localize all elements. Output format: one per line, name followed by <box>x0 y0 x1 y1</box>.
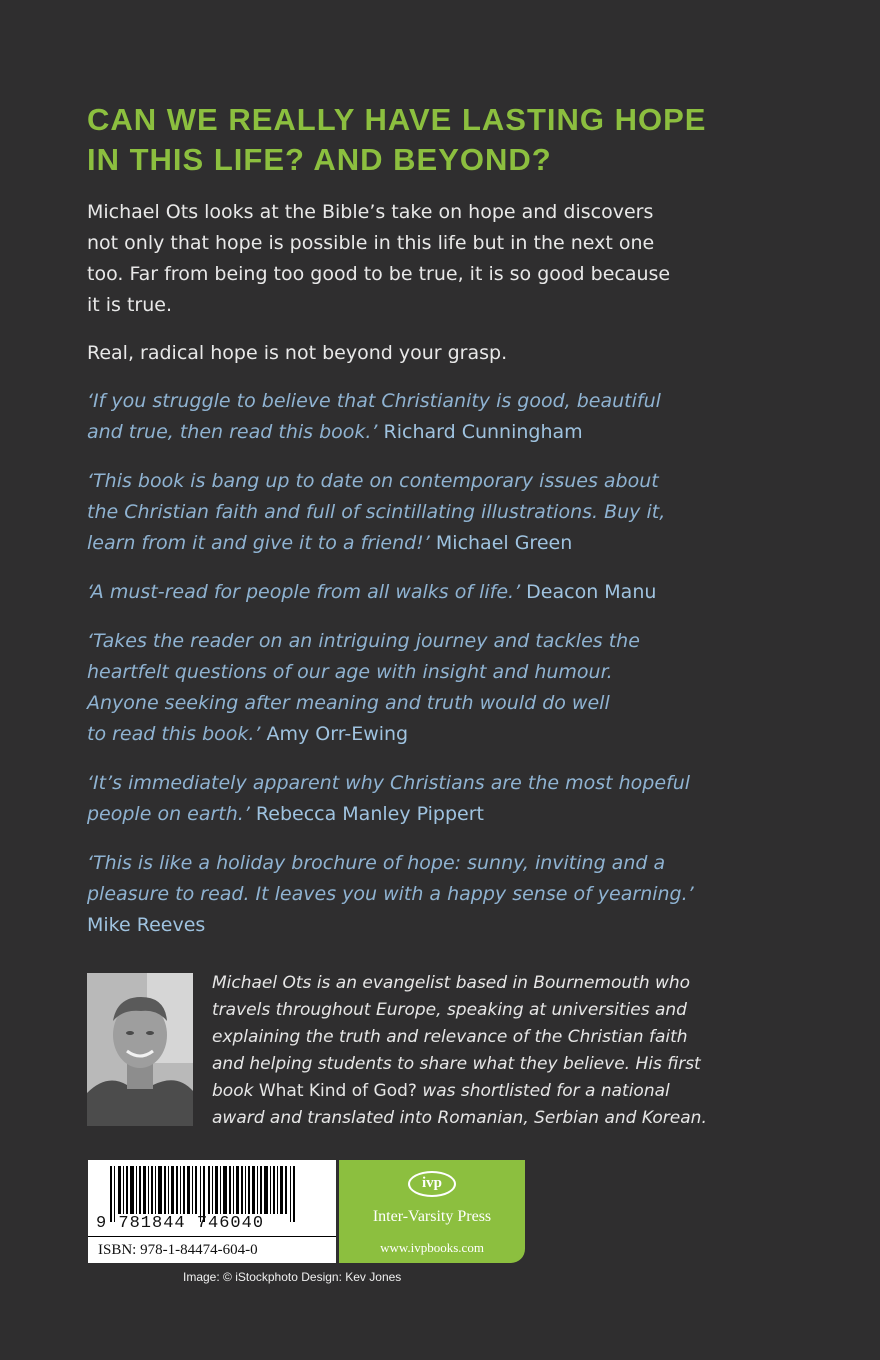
quote-text: ‘This is like a holiday brochure of hope: sunny, inviting and a <box>87 852 666 874</box>
blurb-paragraph-1 <box>87 197 787 321</box>
quote-text: ‘A must-read for people from all walks of life.’ <box>87 581 521 603</box>
quote-text: to read this book.’ <box>87 723 261 745</box>
blurb-line: too. Far from being too good to be true, it is so good because <box>87 263 671 285</box>
headline <box>87 100 807 180</box>
bio-line: award and translated into Romanian, Serbian and Korean. <box>212 1108 707 1128</box>
quote-5 <box>87 768 797 830</box>
headline-line-2: IN THIS LIFE? AND BEYOND? <box>87 142 552 177</box>
quote-author: Amy Orr-Ewing <box>266 723 409 745</box>
bio-line: and helping students to share what they believe. His first <box>212 1054 701 1074</box>
ivp-logo: ivp <box>408 1171 456 1197</box>
blurb-line: Real, radical hope is not beyond your grasp. <box>87 342 508 364</box>
book-title: What Kind of God? <box>258 1081 417 1101</box>
quote-author: Mike Reeves <box>87 914 206 936</box>
quote-1 <box>87 386 797 448</box>
publisher-name: Inter-Varsity Press <box>372 1208 492 1225</box>
blurb-paragraph-2 <box>87 338 787 369</box>
quote-text: ‘This book is bang up to date on contemporary issues about <box>87 470 659 492</box>
quote-author: Michael Green <box>435 532 573 554</box>
quote-4 <box>87 626 797 750</box>
quote-text: people on earth.’ <box>87 803 250 825</box>
publisher-url[interactable]: www.ivpbooks.com <box>380 1240 484 1255</box>
publisher-panel <box>339 1160 525 1263</box>
bio-line: Michael Ots is an evangelist based in Bournemouth who <box>212 973 691 993</box>
barcode <box>88 1160 336 1263</box>
isbn-number: ISBN: 978-1-84474-604-0 <box>88 1236 336 1263</box>
quote-2 <box>87 466 797 559</box>
blurb-line: not only that hope is possible in this life but in the next one <box>87 232 655 254</box>
image-design-credits: Image: © iStockphoto Design: Kev Jones <box>183 1270 402 1284</box>
quote-author: Deacon Manu <box>526 581 657 603</box>
quote-text: Anyone seeking after meaning and truth would do well <box>87 692 610 714</box>
quote-3 <box>87 577 797 608</box>
quote-text: pleasure to read. It leaves you with a happy sense of yearning.’ <box>87 883 694 905</box>
bio-line: explaining the truth and relevance of the Christian faith <box>212 1027 688 1047</box>
quote-text: and true, then read this book.’ <box>87 421 378 443</box>
bio-text: book <box>212 1081 254 1101</box>
author-bio <box>212 970 772 1132</box>
quote-text: learn from it and give it to a friend!’ <box>87 532 430 554</box>
quote-text: heartfelt questions of our age with insight and humour. <box>87 661 613 683</box>
blurb-line: it is true. <box>87 294 173 316</box>
headline-line-1: CAN WE REALLY HAVE LASTING HOPE <box>87 102 707 137</box>
quote-text: ‘It’s immediately apparent why Christians are the most hopeful <box>87 772 691 794</box>
quote-text: the Christian faith and full of scintillating illustrations. Buy it, <box>87 501 666 523</box>
author-photo <box>87 973 193 1126</box>
quote-author: Rebecca Manley Pippert <box>255 803 485 825</box>
bio-line: travels throughout Europe, speaking at universities and <box>212 1000 687 1020</box>
quote-author: Richard Cunningham <box>383 421 583 443</box>
quote-text: ‘If you struggle to believe that Christianity is good, beautiful <box>87 390 661 412</box>
barcode-digits: 9 781844 746040 <box>96 1214 265 1233</box>
quote-6 <box>87 848 797 941</box>
blurb-line: Michael Ots looks at the Bible’s take on hope and discovers <box>87 201 654 223</box>
bio-text: was shortlisted for a national <box>422 1081 670 1101</box>
quote-text: ‘Takes the reader on an intriguing journey and tackles the <box>87 630 640 652</box>
